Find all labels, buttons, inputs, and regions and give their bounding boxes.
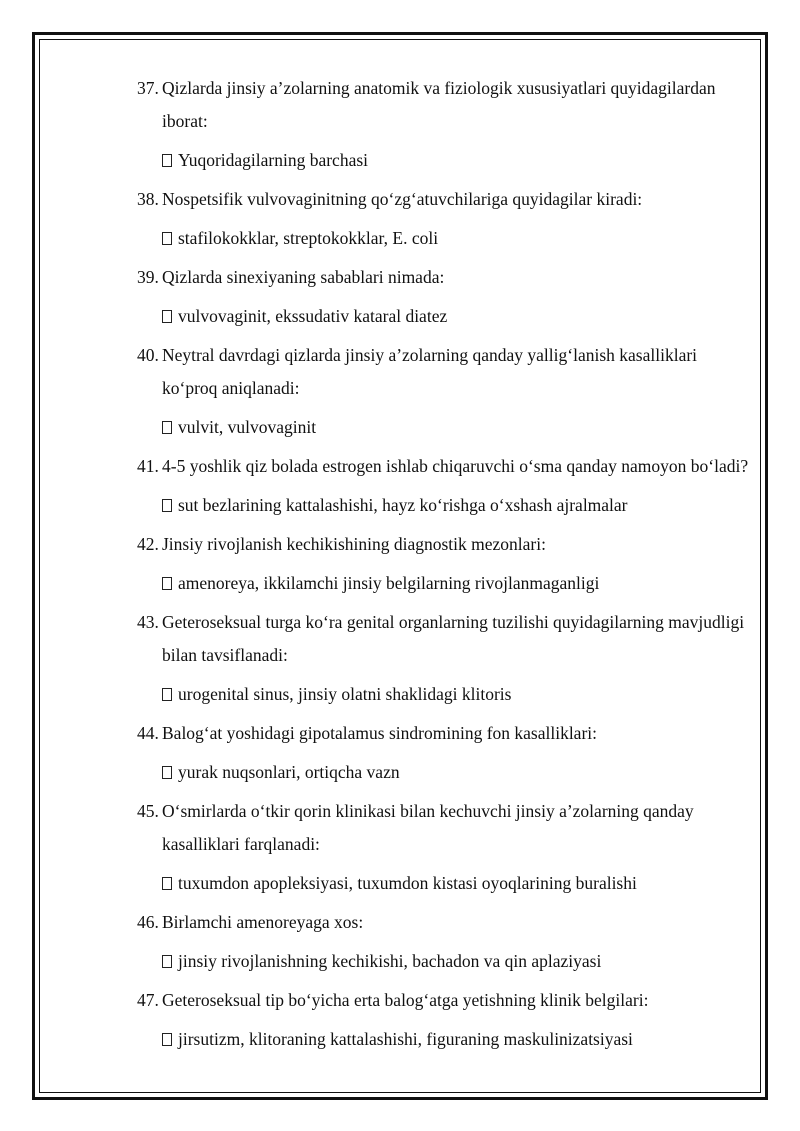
question-number: 41. <box>137 456 159 476</box>
question-item <box>137 72 749 177</box>
question-number: 38. <box>137 189 159 209</box>
question-text: Birlamchi amenoreyaga xos: <box>162 912 364 932</box>
question-item <box>137 906 749 978</box>
answer-text: Yuqoridagilarning barchasi <box>178 150 369 170</box>
answer-row <box>137 678 749 711</box>
question-item <box>137 450 749 522</box>
answer-row <box>137 489 749 522</box>
answer-text: vulvit, vulvovaginit <box>178 417 317 437</box>
checkbox-glyph-icon <box>162 421 172 434</box>
question-number: 40. <box>137 345 159 365</box>
checkbox-glyph-icon <box>162 1033 172 1046</box>
question-number: 39. <box>137 267 159 287</box>
answer-text: urogenital sinus, jinsiy olatni shaklidagi klitoris <box>178 684 512 704</box>
question-item <box>137 528 749 600</box>
checkbox-glyph-icon <box>162 232 172 245</box>
answer-text: jinsiy rivojlanishning kechikishi, bachadon va qin aplaziyasi <box>178 951 602 971</box>
checkbox-glyph-icon <box>162 154 172 167</box>
answer-text: amenoreya, ikkilamchi jinsiy belgilarning rivojlanmaganligi <box>178 573 600 593</box>
question-text: Jinsiy rivojlanish kechikishining diagnostik mezonlari: <box>162 534 546 554</box>
question-list <box>137 72 749 1062</box>
question-text: 4-5 yoshlik qiz bolada estrogen ishlab chiqaruvchi o‘sma qanday namoyon bo‘ladi? <box>162 456 749 476</box>
question-item <box>137 339 749 444</box>
answer-row <box>137 756 749 789</box>
answer-row <box>137 867 749 900</box>
question-number: 46. <box>137 912 159 932</box>
question-text: Qizlarda sinexiyaning sabablari nimada: <box>162 267 445 287</box>
question-text: Nospetsifik vulvovaginitning qo‘zg‘atuvchilariga quyidagilar kiradi: <box>162 189 643 209</box>
question-number: 47. <box>137 990 159 1010</box>
question-item <box>137 606 749 711</box>
answer-row <box>137 567 749 600</box>
question-number: 45. <box>137 801 159 821</box>
question-number: 42. <box>137 534 159 554</box>
answer-text: stafilokokklar, streptokokklar, E. coli <box>178 228 439 248</box>
question-text: Neytral davrdagi qizlarda jinsiy a’zolarning qanday yallig‘lanish kasalliklari ko‘proq aniqlanadi: <box>162 345 698 398</box>
question-item <box>137 795 749 900</box>
answer-row <box>137 144 749 177</box>
question-number: 37. <box>137 78 159 98</box>
question-item <box>137 183 749 255</box>
answer-text: yurak nuqsonlari, ortiqcha vazn <box>178 762 400 782</box>
question-item <box>137 717 749 789</box>
answer-row <box>137 945 749 978</box>
question-text: Geteroseksual tip bo‘yicha erta balog‘atga yetishning klinik belgilari: <box>162 990 649 1010</box>
answer-text: tuxumdon apopleksiyasi, tuxumdon kistasi oyoqlarining buralishi <box>178 873 637 893</box>
question-item <box>137 984 749 1056</box>
answer-row <box>137 1023 749 1056</box>
question-text: O‘smirlarda o‘tkir qorin klinikasi bilan kechuvchi jinsiy a’zolarning qanday kasalliklari farqlanadi: <box>162 801 694 854</box>
checkbox-glyph-icon <box>162 688 172 701</box>
question-text: Geteroseksual turga ko‘ra genital organlarning tuzilishi quyidagilarning mavjudligi bilan tavsiflanadi: <box>162 612 745 665</box>
answer-text: sut bezlarining kattalashishi, hayz ko‘rishga o‘xshash ajralmalar <box>178 495 628 515</box>
answer-row <box>137 411 749 444</box>
answer-row <box>137 222 749 255</box>
checkbox-glyph-icon <box>162 499 172 512</box>
checkbox-glyph-icon <box>162 766 172 779</box>
answer-text: vulvovaginit, ekssudativ kataral diatez <box>178 306 448 326</box>
checkbox-glyph-icon <box>162 955 172 968</box>
question-text: Balog‘at yoshidagi gipotalamus sindromining fon kasalliklari: <box>162 723 598 743</box>
checkbox-glyph-icon <box>162 310 172 323</box>
question-number: 44. <box>137 723 159 743</box>
answer-row <box>137 300 749 333</box>
question-number: 43. <box>137 612 159 632</box>
question-text: Qizlarda jinsiy a’zolarning anatomik va fiziologik xususiyatlari quyidagilardan iborat: <box>162 78 716 131</box>
checkbox-glyph-icon <box>162 577 172 590</box>
question-item <box>137 261 749 333</box>
answer-text: jirsutizm, klitoraning kattalashishi, figuraning maskulinizatsiyasi <box>178 1029 633 1049</box>
checkbox-glyph-icon <box>162 877 172 890</box>
